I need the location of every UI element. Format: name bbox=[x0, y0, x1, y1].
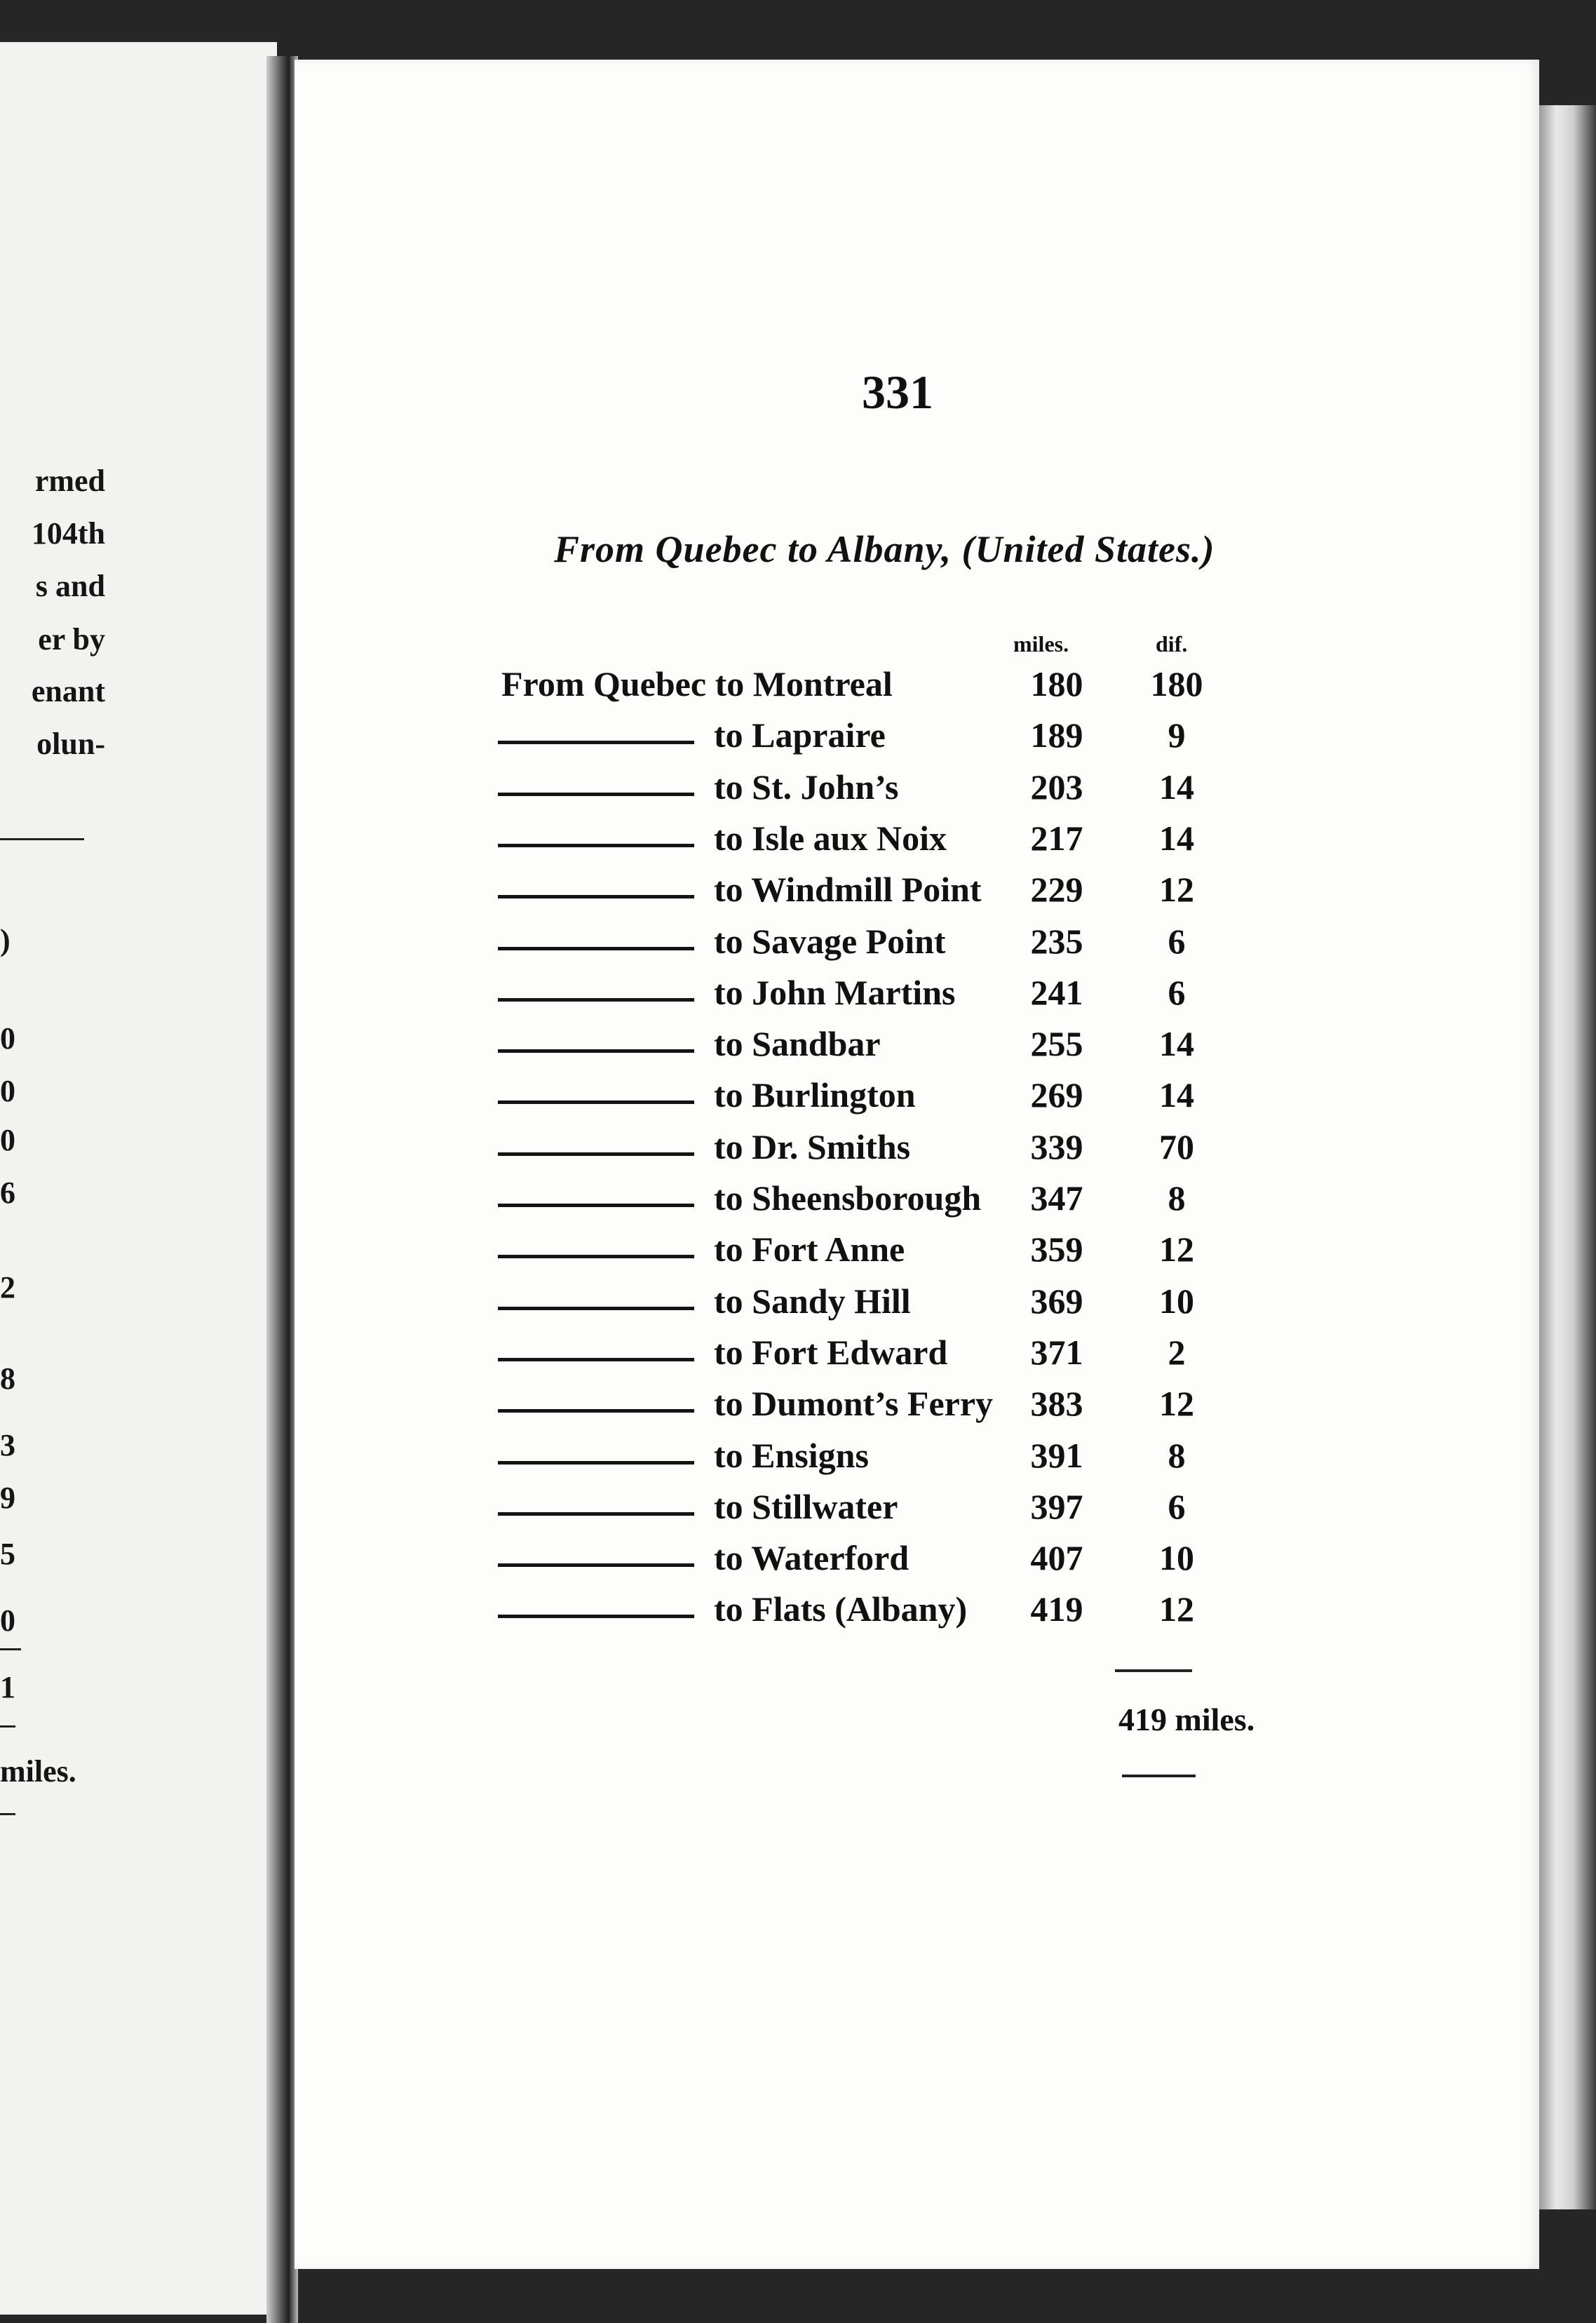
dif-cell: 10 bbox=[1159, 1538, 1194, 1577]
ditto-rule bbox=[498, 741, 694, 744]
left-page-digit: 5 bbox=[0, 1537, 15, 1571]
miles-cell: 397 bbox=[1030, 1487, 1083, 1526]
ditto-rule bbox=[498, 1152, 694, 1156]
book-gutter bbox=[266, 56, 298, 2323]
dif-cell: 14 bbox=[1159, 819, 1194, 858]
left-page-digit: 0 bbox=[0, 1123, 15, 1157]
ditto-rule bbox=[498, 1358, 694, 1361]
miles-cell: 369 bbox=[1030, 1281, 1083, 1321]
route-label: to Sandy Hill bbox=[714, 1281, 911, 1321]
table-row bbox=[491, 971, 1304, 1022]
table-row bbox=[491, 1228, 1304, 1279]
dif-cell: 12 bbox=[1159, 870, 1194, 909]
miles-cell: 419 bbox=[1030, 1589, 1083, 1629]
dif-cell: 8 bbox=[1168, 1178, 1186, 1218]
miles-cell: 235 bbox=[1030, 922, 1083, 961]
ditto-rule bbox=[498, 1204, 694, 1207]
miles-cell: 229 bbox=[1030, 870, 1083, 909]
page-edge bbox=[1539, 105, 1596, 2209]
route-label: to Sandbar bbox=[714, 1024, 881, 1063]
miles-cell: 180 bbox=[1030, 664, 1083, 703]
ditto-rule bbox=[498, 1615, 694, 1618]
dif-cell: 10 bbox=[1159, 1281, 1194, 1321]
dif-cell: 12 bbox=[1159, 1589, 1194, 1629]
miles-cell: 269 bbox=[1030, 1075, 1083, 1115]
route-label: to Dumont’s Ferry bbox=[714, 1384, 994, 1423]
ditto-rule bbox=[498, 1255, 694, 1258]
table-row bbox=[491, 817, 1304, 868]
dif-column-header: dif. bbox=[1156, 631, 1188, 656]
miles-cell: 189 bbox=[1030, 715, 1083, 755]
ditto-rule bbox=[498, 1049, 694, 1053]
ditto-rule bbox=[498, 1307, 694, 1310]
route-label: to Fort Anne bbox=[714, 1230, 905, 1269]
miles-cell: 359 bbox=[1030, 1230, 1083, 1269]
dif-cell: 180 bbox=[1150, 664, 1203, 703]
route-label: to Isle aux Noix bbox=[714, 819, 947, 858]
dif-cell: 12 bbox=[1159, 1384, 1194, 1423]
page-number: 331 bbox=[862, 365, 933, 419]
ditto-rule bbox=[498, 1409, 694, 1413]
table-row bbox=[491, 1382, 1304, 1433]
ditto-rule bbox=[498, 793, 694, 796]
miles-cell: 339 bbox=[1030, 1127, 1083, 1166]
left-page-rule bbox=[0, 1813, 15, 1815]
route-label: to St. John’s bbox=[714, 767, 899, 807]
left-page-digit: 0 bbox=[0, 1603, 15, 1638]
table-row bbox=[491, 868, 1304, 919]
miles-cell: 203 bbox=[1030, 767, 1083, 807]
dif-cell: 6 bbox=[1168, 973, 1186, 1012]
miles-column-header: miles. bbox=[1013, 631, 1069, 656]
table-row bbox=[491, 1434, 1304, 1485]
route-label: to Waterford bbox=[714, 1538, 909, 1577]
route-label: to Lapraire bbox=[714, 715, 886, 755]
left-page-text-line: olun- bbox=[36, 727, 105, 761]
left-page-digit: 2 bbox=[0, 1270, 15, 1305]
route-label: From Quebec to Montreal bbox=[501, 664, 893, 703]
left-page-digit: 0 bbox=[0, 1074, 15, 1108]
ditto-rule bbox=[498, 1461, 694, 1464]
left-page-digit: 3 bbox=[0, 1428, 15, 1462]
total-rule bbox=[1115, 1669, 1192, 1672]
ditto-rule bbox=[498, 947, 694, 950]
table-row bbox=[491, 1280, 1304, 1331]
left-facing-page bbox=[0, 42, 277, 2315]
route-label: to Windmill Point bbox=[714, 870, 982, 909]
ditto-rule bbox=[498, 1563, 694, 1567]
left-page-text-line: enant bbox=[31, 674, 105, 708]
table-row bbox=[491, 1588, 1304, 1638]
left-page-bracket: ) bbox=[0, 923, 11, 957]
dif-cell: 14 bbox=[1159, 1075, 1194, 1115]
dif-cell: 9 bbox=[1168, 715, 1186, 755]
table-title: From Quebec to Albany, (United States.) bbox=[554, 528, 1215, 570]
table-row bbox=[491, 714, 1304, 765]
route-label: to Stillwater bbox=[714, 1487, 898, 1526]
total-rule bbox=[1122, 1775, 1196, 1777]
miles-cell: 407 bbox=[1030, 1538, 1083, 1577]
table-row bbox=[491, 1126, 1304, 1176]
miles-cell: 391 bbox=[1030, 1436, 1083, 1475]
left-page-rule bbox=[0, 1725, 15, 1728]
left-page-text-line: s and bbox=[35, 569, 105, 603]
route-label: to Savage Point bbox=[714, 922, 946, 961]
ditto-rule bbox=[498, 998, 694, 1002]
miles-cell: 255 bbox=[1030, 1024, 1083, 1063]
table-row bbox=[491, 920, 1304, 971]
dif-cell: 14 bbox=[1159, 767, 1194, 807]
dif-cell: 8 bbox=[1168, 1436, 1186, 1475]
table-row bbox=[491, 1537, 1304, 1587]
dif-cell: 6 bbox=[1168, 1487, 1186, 1526]
route-label: to John Martins bbox=[714, 973, 956, 1012]
table-row bbox=[491, 1331, 1304, 1382]
route-label: to Sheensborough bbox=[714, 1178, 982, 1218]
left-page-text-line: 104th bbox=[31, 516, 105, 551]
dif-cell: 14 bbox=[1159, 1024, 1194, 1063]
miles-cell: 241 bbox=[1030, 973, 1083, 1012]
left-page-digit: 6 bbox=[0, 1176, 15, 1210]
left-page-rule bbox=[0, 838, 84, 840]
ditto-rule bbox=[498, 844, 694, 847]
left-page-digit: 0 bbox=[0, 1021, 15, 1056]
left-page-text-line: er by bbox=[38, 622, 105, 656]
dif-cell: 12 bbox=[1159, 1230, 1194, 1269]
route-label: to Burlington bbox=[714, 1075, 916, 1115]
table-row bbox=[491, 1074, 1304, 1124]
miles-cell: 217 bbox=[1030, 819, 1083, 858]
left-page-digit: 8 bbox=[0, 1361, 15, 1396]
table-row bbox=[491, 663, 1304, 713]
table-row bbox=[491, 1486, 1304, 1536]
miles-cell: 371 bbox=[1030, 1333, 1083, 1372]
route-label: to Flats (Albany) bbox=[714, 1589, 968, 1629]
dif-cell: 6 bbox=[1168, 922, 1186, 961]
dif-cell: 2 bbox=[1168, 1333, 1186, 1372]
ditto-rule bbox=[498, 895, 694, 898]
miles-cell: 347 bbox=[1030, 1178, 1083, 1218]
left-page-text-line: rmed bbox=[34, 464, 105, 498]
total-distance: 419 miles. bbox=[1118, 1702, 1255, 1737]
left-page-rule bbox=[0, 1648, 21, 1650]
route-label: to Ensigns bbox=[714, 1436, 869, 1475]
dif-cell: 70 bbox=[1159, 1127, 1194, 1166]
table-row bbox=[491, 766, 1304, 816]
ditto-rule bbox=[498, 1512, 694, 1516]
ditto-rule bbox=[498, 1100, 694, 1104]
miles-cell: 383 bbox=[1030, 1384, 1083, 1423]
route-label: to Dr. Smiths bbox=[714, 1127, 911, 1166]
table-row bbox=[491, 1177, 1304, 1227]
left-page-digit: 9 bbox=[0, 1481, 15, 1515]
route-label: to Fort Edward bbox=[714, 1333, 948, 1372]
left-page-total-digit: 1 bbox=[0, 1670, 15, 1704]
left-page-total-label: miles. bbox=[0, 1754, 76, 1789]
table-row bbox=[491, 1023, 1304, 1073]
